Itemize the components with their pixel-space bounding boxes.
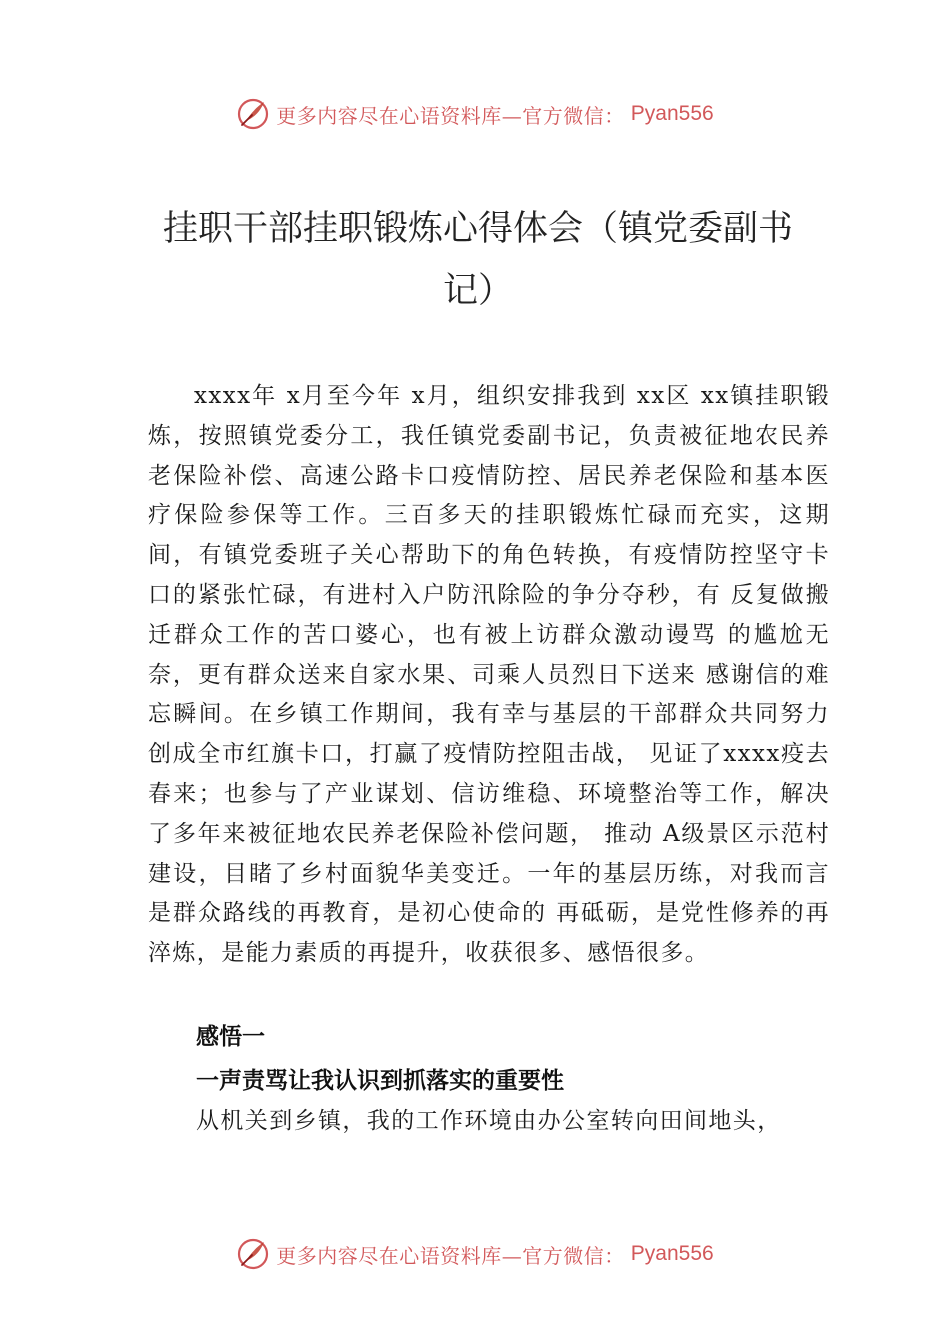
section-title: 一声责骂让我认识到抓落实的重要性 (196, 1068, 564, 1094)
document-title: 挂职干部挂职锻炼心得体会（镇党委副书记） (162, 209, 793, 311)
watermark-text: 更多内容尽在心语资料库—官方微信： (276, 1243, 625, 1268)
body-paragraph: xxxx年 x月至今年 x月，组织安排我到 xx区 xx镇挂职锻炼，按照镇党委分工，我任镇党委副书记，负责被征地农民养老保险补偿、高速公路卡口疫情防控、居民养老保险和基本医疗保险参保等工作。三百多天的挂职锻炼忙碌而充实，这期间，有镇党委班子关心帮助下的角色转换，有疫情防控坚守卡口的紧张忙碌，有进村入户防汛除险的争分夺秒，有 反复做搬迁群众工作的苦口婆心，也有被上访群众激动谩骂 的尴尬无奈，更有群众送来自家水果、司乘人员烈日下送来 感谢信的难忘瞬间。在乡镇工作期间，我有幸与基层的干部群众共同努力创成全市红旗卡口，打赢了疫情防控阻击战， 见证了xxxx疫去春来；也参与了产业谋划、信访维稳、环境整治等工作，解决了多年来被征地农民养老保险补偿问题， 推动 A级景区示范村建设，目睹了乡村面貌华美变迁。一年的基层历练，对我而言是群众路线的再教育，是初心使命的 再砥砺，是党性修养的再淬炼，是能力素质的再提升，收获很多、感悟很多。 (148, 383, 830, 967)
watermark-text: 更多内容尽在心语资料库—官方微信： (276, 103, 625, 128)
watermark-account: Pyan556 (630, 1242, 714, 1265)
watermark-account: Pyan556 (630, 102, 714, 125)
next-paragraph-start: 从机关到乡镇，我的工作环境由办公室转向田间地头， (196, 1108, 782, 1134)
watermark-footer (0, 1234, 950, 1274)
feather-quill-logo-icon (236, 97, 270, 131)
watermark-header (0, 94, 950, 134)
feather-quill-logo-icon (236, 1237, 270, 1271)
section-label: 感悟一 (196, 1024, 265, 1050)
